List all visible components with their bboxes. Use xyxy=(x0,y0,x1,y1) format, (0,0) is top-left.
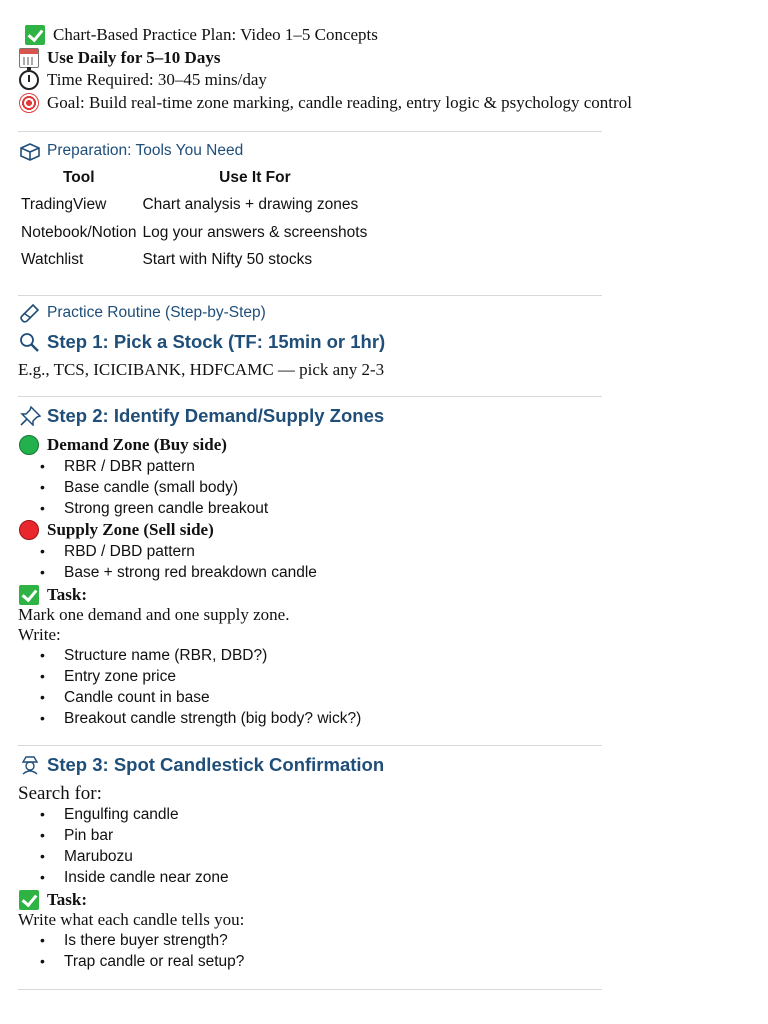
check-mark-icon xyxy=(25,25,45,45)
list-item: • Structure name (RBR, DBD?) xyxy=(40,645,361,666)
time-row xyxy=(19,70,267,90)
list-item: • Candle count in base xyxy=(40,687,361,708)
routine-heading xyxy=(19,303,266,323)
divider xyxy=(18,989,602,990)
goal-text: Goal: Build real-time zone marking, candle reading, entry logic & psychology control xyxy=(47,93,632,112)
preparation-heading xyxy=(19,141,243,161)
task-list xyxy=(40,930,244,972)
demand-title: Demand Zone (Buy side) xyxy=(47,435,227,454)
list-item: • Marubozu xyxy=(40,846,229,867)
task-label: Task: xyxy=(47,890,88,909)
green-circle-icon xyxy=(19,435,39,455)
tool-cell: Notebook/Notion xyxy=(21,223,137,241)
list-item: • Is there buyer strength? xyxy=(40,930,244,951)
time-text: Time Required: 30–45 mins/day xyxy=(47,70,267,89)
pushpin-icon xyxy=(19,406,39,426)
supply-heading xyxy=(19,520,214,540)
goal-row xyxy=(19,93,632,113)
list-item: • RBD / DBD pattern xyxy=(40,541,317,562)
search-list xyxy=(40,804,229,888)
divider xyxy=(18,295,602,296)
divider xyxy=(18,745,602,746)
task-text: Mark one demand and one supply zone. xyxy=(18,605,290,624)
step2-heading xyxy=(19,405,384,427)
plan-title: Chart-Based Practice Plan: Video 1–5 Concepts xyxy=(53,25,378,44)
target-icon xyxy=(19,93,39,113)
list-item: • Breakout candle strength (big body? wick?) xyxy=(40,708,361,729)
write-label: Write: xyxy=(18,625,61,644)
use-cell: Log your answers & screenshots xyxy=(142,223,368,241)
supply-title: Supply Zone (Sell side) xyxy=(47,520,214,539)
list-item: • RBR / DBR pattern xyxy=(40,456,268,477)
step1-title: Step 1: Pick a Stock (TF: 15min or 1hr) xyxy=(47,331,386,352)
list-item: • Entry zone price xyxy=(40,666,361,687)
check-mark-icon xyxy=(19,890,39,910)
step3-heading xyxy=(19,754,384,776)
toolbox-icon xyxy=(19,141,39,161)
table-header-row xyxy=(18,164,370,192)
demand-list xyxy=(40,456,268,519)
write-list xyxy=(40,645,361,729)
step2-title: Step 2: Identify Demand/Supply Zones xyxy=(47,405,385,426)
check-mark-icon xyxy=(19,585,39,605)
divider xyxy=(18,131,602,132)
magnifier-icon xyxy=(19,332,39,352)
plan-title-row xyxy=(25,25,378,45)
task-label: Task: xyxy=(47,585,88,604)
table-row xyxy=(18,219,370,247)
table-row xyxy=(18,192,370,220)
divider xyxy=(18,396,602,397)
supply-list xyxy=(40,541,317,583)
list-item: • Strong green candle breakout xyxy=(40,498,268,519)
calendar-icon xyxy=(19,48,39,68)
table-row xyxy=(18,247,370,275)
list-item: • Pin bar xyxy=(40,825,229,846)
task-heading xyxy=(19,585,87,605)
detective-icon xyxy=(19,755,39,775)
column-header-use: Use It For xyxy=(219,168,291,186)
task-heading xyxy=(19,890,87,910)
list-item: • Engulfing candle xyxy=(40,804,229,825)
step3-title: Step 3: Spot Candlestick Confirmation xyxy=(47,754,385,775)
search-label: Search for: xyxy=(18,783,102,804)
red-circle-icon xyxy=(19,520,39,540)
daily-text: Use Daily for 5–10 Days xyxy=(47,48,221,67)
routine-title: Practice Routine (Step-by-Step) xyxy=(47,304,266,321)
demand-heading xyxy=(19,435,227,455)
test-tube-icon xyxy=(19,303,39,323)
task-text: Write what each candle tells you: xyxy=(18,910,245,929)
tool-cell: TradingView xyxy=(21,196,107,214)
list-item: • Trap candle or real setup? xyxy=(40,951,244,972)
use-cell: Start with Nifty 50 stocks xyxy=(142,251,313,269)
tool-cell: Watchlist xyxy=(21,251,84,269)
step1-heading xyxy=(19,331,385,353)
list-item: • Base candle (small body) xyxy=(40,477,268,498)
stopwatch-icon xyxy=(19,70,39,90)
list-item: • Inside candle near zone xyxy=(40,867,229,888)
daily-row xyxy=(19,48,220,68)
column-header-tool: Tool xyxy=(62,168,95,186)
tools-table xyxy=(18,164,370,274)
preparation-title: Preparation: Tools You Need xyxy=(47,142,244,159)
list-item: • Base + strong red breakdown candle xyxy=(40,562,317,583)
use-cell: Chart analysis + drawing zones xyxy=(142,196,359,214)
step1-text: E.g., TCS, ICICIBANK, HDFCAMC — pick any 2-3 xyxy=(18,360,385,379)
